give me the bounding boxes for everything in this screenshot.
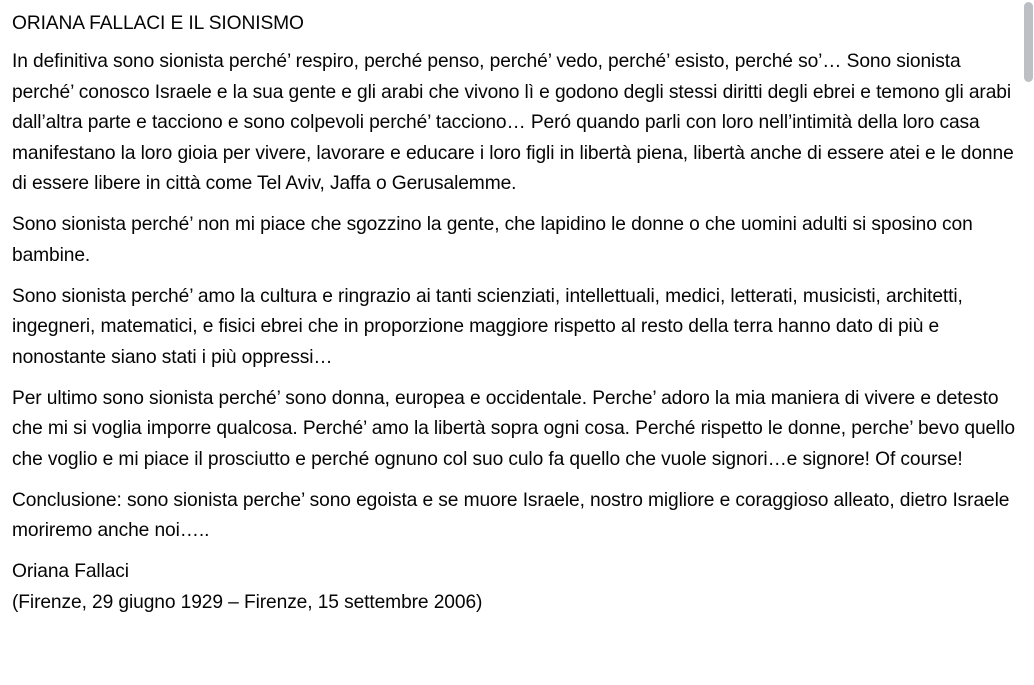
- post-paragraph: Sono sionista perché’ amo la cultura e ringrazio ai tanti scienziati, intellettuali, medici, letterati, musicisti, architetti, ingegneri, matematici, e fisici ebrei che in proporzione maggiore rispetto al resto della terra hanno dato di più e nonostante siano stati i più oppressi…: [12, 285, 963, 368]
- scrollbar-thumb[interactable]: [1024, 2, 1033, 82]
- post-paragraph: Per ultimo sono sionista perché’ sono donna, europea e occidentale. Perche’ adoro la mia maniera di vivere e detesto che mi si voglia imporre qualcosa. Perché’ amo la libertà sopra ogni cosa. Perché rispetto le donne, perche’ bevo quello che voglio e mi piace il prosciutto e perché ognuno col suo culo fa quello che vuole signori…e signore! Of course!: [12, 387, 1016, 470]
- post-paragraph: In definitiva sono sionista perché’ respiro, perché penso, perché’ vedo, perché’ esisto, perché so’… Sono sionista perché’ conosco Israele e la sua gente e gli arabi che vivono lì e godono degli stessi diritti degli ebrei e temono gli arabi dall’altra parte e tacciono e sono colpevoli perché’ tacciono… Peró quando parli con loro nell’intimità della loro casa manifestano la loro gioia per vivere, lavorare e educare i loro figli in libertà piena, libertà anche di essere atei e le donne di essere libere in città come Tel Aviv, Jaffa o Gerusalemme.: [12, 51, 1014, 194]
- signature-dates: (Firenze, 29 giugno 1929 – Firenze, 15 settembre 2006): [12, 591, 483, 613]
- signature-name: Oriana Fallaci: [12, 561, 129, 582]
- post-paragraph: Conclusione: sono sionista perche’ sono egoista e se muore Israele, nostro migliore e coraggioso alleato, dietro Israele moriremo anche noi…..: [12, 489, 1010, 541]
- post-content: [12, 9, 1022, 629]
- post-paragraph: Sono sionista perché’ non mi piace che sgozzino la gente, che lapidino le donne o che uomini adulti si sposino con bambine.: [12, 214, 973, 266]
- post-title: ORIANA FALLACI E IL SIONISMO: [12, 13, 304, 34]
- signature: [12, 557, 1022, 618]
- scrollbar[interactable]: [1022, 0, 1034, 685]
